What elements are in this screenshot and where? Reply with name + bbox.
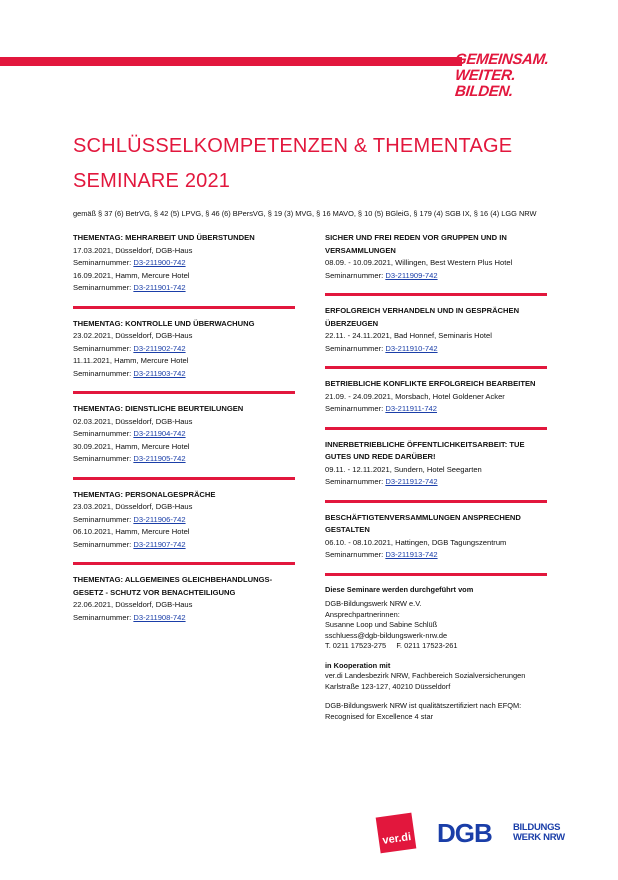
seminar-number: Seminarnummer: D3-211910-742 — [325, 343, 438, 353]
seminar-number: Seminarnummer: D3-211906-742 — [73, 514, 186, 524]
seminar-section — [325, 232, 547, 282]
seminar-date: 30.09.2021, Hamm, Mercure Hotel — [73, 441, 190, 451]
seminar-link[interactable]: D3-211909-742 — [385, 270, 438, 280]
page-title: SCHLÜSSELKOMPETENZEN & THEMENTAGE — [73, 135, 513, 157]
seminar-number: Seminarnummer: D3-211902-742 — [73, 343, 186, 353]
section-divider — [325, 427, 547, 430]
seminar-date: 22.06.2021, Düsseldorf, DGB-Haus — [73, 600, 193, 609]
section-title: THEMENTAG: KONTROLLE UND ÜBERWACHUNG — [73, 318, 255, 328]
seminar-date: 23.02.2021, Düsseldorf, DGB-Haus — [73, 331, 193, 340]
verdi-logo — [376, 813, 417, 854]
legal-basis: gemäß § 37 (6) BetrVG, § 42 (5) LPVG, § 46 (6) BPersVG, § 19 (3) MVG, § 16 MAVO, § 10 (5) BGleiG, § 179 (4) SGB IX, § 16 (4) LGG NRW — [73, 209, 537, 218]
slogan-logo — [455, 52, 585, 100]
seminar-section — [73, 489, 295, 552]
left-column — [73, 232, 295, 624]
seminar-date: 02.03.2021, Düsseldorf, DGB-Haus — [73, 416, 193, 426]
seminar-link[interactable]: D3-211904-742 — [133, 429, 186, 438]
verdi-logo-text: ver.di — [381, 830, 412, 847]
slogan-line: BILDEN. — [454, 83, 514, 100]
section-title: THEMENTAG: ALLGEMEINES GLEICHBEHANDLUNGS-GESETZ - SCHUTZ VOR BENACHTEILIGUNG — [73, 575, 273, 597]
seminar-number: Seminarnummer: D3-211904-742 — [73, 429, 186, 438]
seminar-section — [325, 512, 547, 562]
seminar-number: Seminarnummer: D3-211905-742 — [73, 454, 186, 463]
section-title: SICHER UND FREI REDEN VOR GRUPPEN UND IN VERSAMMLUNGEN — [325, 233, 507, 255]
seminar-date: 09.11. - 12.11.2021, Sundern, Hotel Seegarten — [325, 464, 482, 474]
bildungswerk-line: WERK NRW — [513, 831, 565, 843]
seminar-section — [73, 232, 295, 295]
contact-phone: T. 0211 17523-275 F. 0211 17523-261 — [325, 641, 458, 650]
contact-email[interactable]: sschluess@dgb-bildungswerk-nrw.de — [325, 630, 448, 640]
section-divider — [325, 366, 547, 369]
seminar-link[interactable]: D3-211911-742 — [385, 404, 438, 413]
section-divider — [325, 500, 547, 503]
seminar-date: 08.09. - 10.09.2021, Willingen, Best Western Plus Hotel — [325, 258, 513, 267]
section-divider — [325, 293, 547, 296]
seminar-date: 21.09. - 24.09.2021, Morsbach, Hotel Goldener Acker — [325, 391, 505, 401]
seminar-number: Seminarnummer: D3-211912-742 — [325, 477, 438, 486]
seminar-number: Seminarnummer: D3-211907-742 — [73, 539, 186, 549]
seminar-section — [325, 305, 547, 355]
seminar-date: 23.03.2021, Düsseldorf, DGB-Haus — [73, 502, 193, 511]
seminar-section — [325, 378, 547, 416]
seminar-link[interactable]: D3-211903-742 — [133, 368, 186, 378]
cooperation-address: Karlstraße 123-127, 40210 Düsseldorf — [325, 681, 451, 691]
bildungswerk-logo-text — [513, 823, 565, 842]
seminar-link[interactable]: D3-211907-742 — [133, 539, 186, 549]
seminar-date: 22.11. - 24.11.2021, Bad Honnef, Seminaris Hotel — [325, 331, 492, 340]
organizer-info — [325, 585, 547, 723]
section-title: BESCHÄFTIGTENVERSAMMLUNGEN ANSPRECHEND GESTALTEN — [325, 512, 521, 534]
right-column — [325, 232, 547, 722]
section-title: BETRIEBLICHE KONFLIKTE ERFOLGREICH BEARBEITEN — [325, 379, 536, 388]
organizer-name: DGB-Bildungswerk NRW e.V. — [325, 599, 422, 608]
section-title: INNERBETRIEBLICHE ÖFFENTLICHKEITSARBEIT: TUE GUTES UND REDE DARÜBER! — [325, 439, 525, 461]
organizer-heading: Diese Seminare werden durchgeführt vom — [325, 584, 474, 594]
seminar-section — [73, 574, 295, 624]
section-divider — [325, 573, 547, 576]
seminar-link[interactable]: D3-211902-742 — [133, 343, 186, 353]
seminar-number: Seminarnummer: D3-211901-742 — [73, 283, 186, 292]
section-divider — [73, 306, 295, 309]
section-divider — [73, 562, 295, 565]
seminar-number: Seminarnummer: D3-211900-742 — [73, 258, 186, 267]
section-title: THEMENTAG: DIENSTLICHE BEURTEILUNGEN — [73, 404, 244, 413]
seminar-section — [73, 318, 295, 381]
seminar-link[interactable]: D3-211901-742 — [133, 283, 186, 292]
contacts-label: Ansprechpartnerinnen: — [325, 609, 400, 619]
seminar-date: 11.11.2021, Hamm, Mercure Hotel — [73, 356, 189, 365]
top-accent-bar — [0, 57, 462, 66]
seminar-number: Seminarnummer: D3-211908-742 — [73, 612, 186, 622]
contacts-names: Susanne Loop und Sabine Schlüß — [325, 620, 438, 629]
bildungswerk-line: BILDUNGS — [513, 822, 561, 833]
seminar-link[interactable]: D3-211906-742 — [133, 514, 186, 524]
section-divider — [73, 391, 295, 394]
seminar-link[interactable]: D3-211905-742 — [133, 454, 186, 463]
section-title: THEMENTAG: MEHRARBEIT UND ÜBERSTUNDEN — [73, 233, 255, 242]
slogan-line: GEMEINSAM. — [454, 51, 550, 68]
section-divider — [73, 477, 295, 480]
certification-level: Recognised for Excellence 4 star — [325, 711, 434, 721]
page-subtitle: SEMINARE 2021 — [73, 170, 231, 192]
seminar-number: Seminarnummer: D3-211911-742 — [325, 404, 438, 413]
seminar-link[interactable]: D3-211910-742 — [385, 343, 438, 353]
section-title: THEMENTAG: PERSONALGESPRÄCHE — [73, 489, 216, 499]
seminar-date: 16.09.2021, Hamm, Mercure Hotel — [73, 270, 190, 280]
seminar-link[interactable]: D3-211900-742 — [133, 258, 186, 267]
seminar-section — [325, 439, 547, 489]
seminar-link[interactable]: D3-211912-742 — [385, 477, 438, 486]
slogan-line: WEITER. — [454, 67, 517, 84]
seminar-date: 06.10. - 08.10.2021, Hattingen, DGB Tagungszentrum — [325, 537, 507, 547]
seminar-section — [73, 403, 295, 466]
dgb-logo-text: DGB — [437, 818, 492, 848]
seminar-date: 06.10.2021, Hamm, Mercure Hotel — [73, 527, 190, 536]
seminar-number: Seminarnummer: D3-211903-742 — [73, 368, 186, 378]
seminar-date: 17.03.2021, Düsseldorf, DGB-Haus — [73, 245, 193, 255]
seminar-link[interactable]: D3-211908-742 — [133, 612, 186, 622]
section-title: ERFOLGREICH VERHANDELN UND IN GESPRÄCHEN ÜBERZEUGEN — [325, 306, 520, 328]
certification-line: DGB-Bildungswerk NRW ist qualitätszertifiziert nach EFQM: — [325, 701, 522, 710]
seminar-number: Seminarnummer: D3-211909-742 — [325, 270, 438, 280]
seminar-number: Seminarnummer: D3-211913-742 — [325, 550, 438, 559]
cooperation-heading: in Kooperation mit — [325, 660, 391, 670]
cooperation-partner: ver.di Landesbezirk NRW, Fachbereich Sozialversicherungen — [325, 671, 526, 680]
seminar-link[interactable]: D3-211913-742 — [385, 550, 438, 559]
